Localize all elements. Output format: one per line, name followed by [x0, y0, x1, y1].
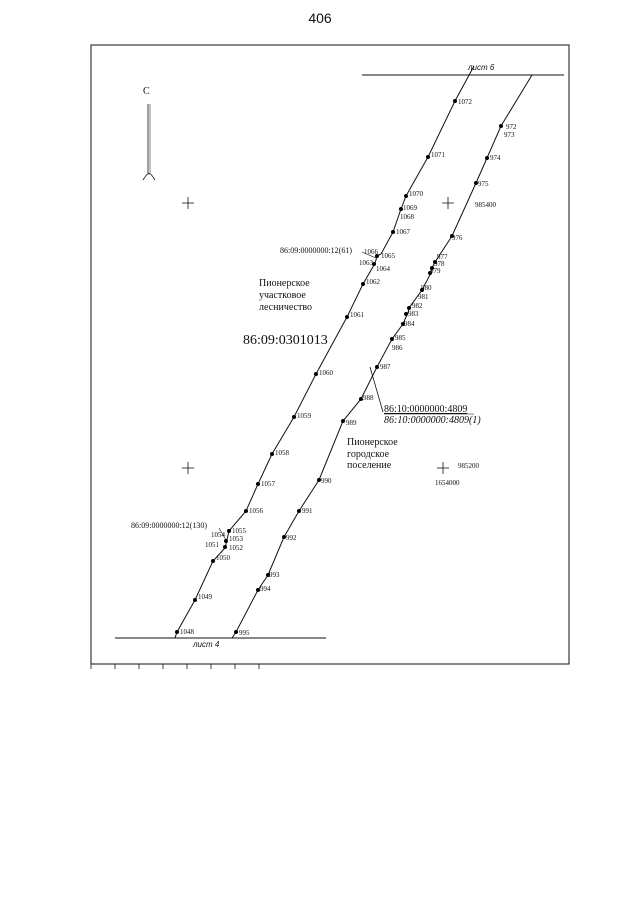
point-label: 1065: [381, 252, 395, 260]
survey-point: [270, 452, 274, 456]
point-label: 1066: [364, 248, 378, 256]
survey-point: [211, 559, 215, 563]
grid-label-x: 1654000: [435, 479, 460, 487]
survey-point: [375, 365, 379, 369]
point-label: 1067: [396, 228, 410, 236]
point-label: 1057: [261, 480, 275, 488]
point-label: 1056: [249, 507, 263, 515]
point-label: 1062: [366, 278, 380, 286]
survey-point: [224, 539, 228, 543]
point-label: 989: [346, 419, 357, 427]
point-label: 990: [321, 477, 332, 485]
point-label: 1070: [409, 190, 423, 198]
point-label: 1054: [211, 531, 225, 539]
survey-point: [244, 509, 248, 513]
point-label: 1071: [431, 151, 445, 159]
survey-point: [485, 156, 489, 160]
parcel-label-4809-1: 86:10:0000000:4809(1): [384, 415, 481, 426]
survey-point: [453, 99, 457, 103]
survey-point: [345, 315, 349, 319]
forest-label-line-2: участковое: [259, 290, 306, 301]
point-label: 1050: [216, 554, 230, 562]
point-label: 1063: [359, 259, 373, 267]
point-label: 980: [421, 284, 432, 292]
point-label: 987: [380, 363, 391, 371]
point-label: 1055: [232, 527, 246, 535]
point-label: 1052: [229, 544, 243, 552]
survey-point: [341, 419, 345, 423]
survey-point: [292, 415, 296, 419]
forest-label-line-3: лесничество: [259, 302, 312, 313]
point-label: 974: [490, 154, 501, 162]
point-label: 976: [452, 234, 463, 242]
survey-point: [227, 529, 231, 533]
point-label: 1053: [229, 535, 243, 543]
survey-point: [314, 372, 318, 376]
quarter-label: 86:09:0301013: [243, 333, 328, 348]
point-label: 977: [437, 253, 448, 261]
point-label: 1049: [198, 593, 212, 601]
settlement-label-line-2: городское: [347, 449, 390, 460]
parcel-label-130: 86:09:0000000:12(130): [131, 521, 207, 530]
settlement-label-line-3: поселение: [347, 460, 392, 471]
parcel-label-4809: 86:10:0000000:4809: [384, 404, 468, 415]
survey-point: [175, 630, 179, 634]
point-label: 984: [404, 320, 415, 328]
point-label: 995: [239, 629, 250, 637]
point-label: 1072: [458, 98, 472, 106]
survey-point: [499, 124, 503, 128]
point-label: 991: [302, 507, 313, 515]
left-line-points: [175, 98, 473, 636]
point-label: 985: [395, 334, 406, 342]
point-label: 1058: [275, 449, 289, 457]
grid-label-lower: 985200: [458, 462, 479, 470]
point-label: 1068: [400, 213, 414, 221]
point-label: 1048: [180, 628, 194, 636]
point-label: 988: [363, 394, 374, 402]
sheet-label-top: лист 6: [468, 63, 495, 72]
grid-label-upper: 985400: [475, 201, 496, 209]
point-label: 979: [430, 267, 441, 275]
point-label: 994: [260, 585, 271, 593]
point-label: 986: [392, 344, 403, 352]
north-arrow-icon: [143, 104, 155, 180]
survey-point: [391, 230, 395, 234]
boundary-line-left: [175, 66, 474, 638]
point-label: 1051: [205, 541, 219, 549]
survey-point: [361, 282, 365, 286]
point-label: 993: [269, 571, 280, 579]
point-label: 1059: [297, 412, 311, 420]
point-label: 992: [286, 534, 297, 542]
parcel-label-61: 86:09:0000000:12(61): [280, 246, 352, 255]
point-label: 1064: [376, 265, 390, 273]
sheet-label-bottom: лист 4: [193, 640, 220, 649]
point-label: 1061: [350, 311, 364, 319]
survey-point: [390, 337, 394, 341]
point-label: 972: [506, 123, 517, 131]
survey-point: [193, 598, 197, 602]
survey-point: [297, 509, 301, 513]
page-number: 406: [308, 10, 332, 26]
survey-point: [426, 155, 430, 159]
leader-line-4809: [370, 367, 383, 412]
point-label: 975: [478, 180, 489, 188]
north-label: С: [143, 86, 150, 97]
point-label: 978: [434, 260, 445, 268]
settlement-label-line-1: Пионерское: [347, 437, 398, 448]
point-label: 981: [418, 293, 429, 301]
point-label: 1060: [319, 369, 333, 377]
survey-point: [256, 482, 260, 486]
forest-label-line-1: Пионерское: [259, 278, 310, 289]
point-label: 1069: [403, 204, 417, 212]
survey-point: [223, 545, 227, 549]
frame-scale-ticks: [91, 664, 259, 669]
survey-point: [404, 194, 408, 198]
point-label: 983: [408, 310, 419, 318]
point-label: 982: [412, 302, 423, 310]
survey-point: [234, 630, 238, 634]
point-label: 973: [504, 131, 515, 139]
map-frame: [91, 45, 569, 664]
